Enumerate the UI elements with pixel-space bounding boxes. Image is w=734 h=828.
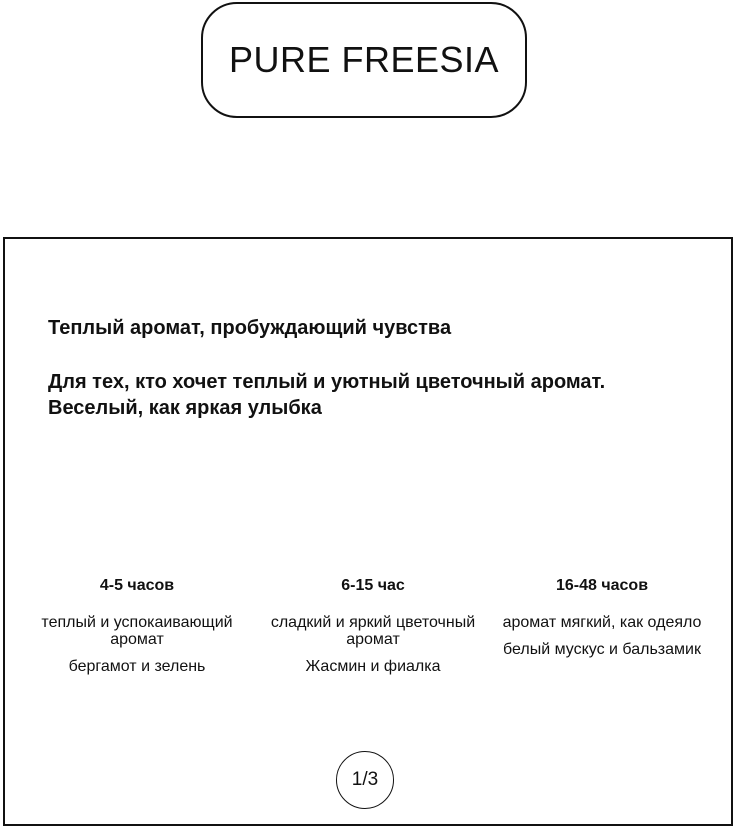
stage-column — [497, 576, 707, 658]
stage-description: теплый и успокаивающий аромат — [41, 614, 233, 648]
stage-description: аромат мягкий, как одеяло — [502, 614, 702, 631]
page-indicator: 1/3 — [336, 751, 394, 809]
stage-duration: 16-48 часов — [555, 577, 649, 594]
stage-notes: белый мускус и бальзамик — [503, 641, 701, 658]
stage-notes: Жасмин и фиалка — [305, 658, 441, 675]
stage-duration: 4-5 часов — [99, 577, 175, 594]
fragrance-stages — [5, 576, 731, 726]
product-title: PURE FREESIA — [228, 39, 500, 80]
product-title-badge — [201, 2, 527, 118]
stage-description: сладкий и яркий цветочный аромат — [270, 614, 476, 648]
stage-column — [268, 576, 478, 675]
stage-notes: бергамот и зелень — [68, 658, 206, 675]
fragrance-info-card — [3, 237, 733, 826]
stage-duration: 6-15 час — [341, 577, 405, 594]
card-headline: Теплый аромат, пробуждающий чувства — [48, 317, 452, 339]
stage-column — [32, 576, 242, 675]
card-description: Для тех, кто хочет теплый и уютный цветочный аромат. Веселый, как яркая улыбка — [48, 371, 606, 419]
